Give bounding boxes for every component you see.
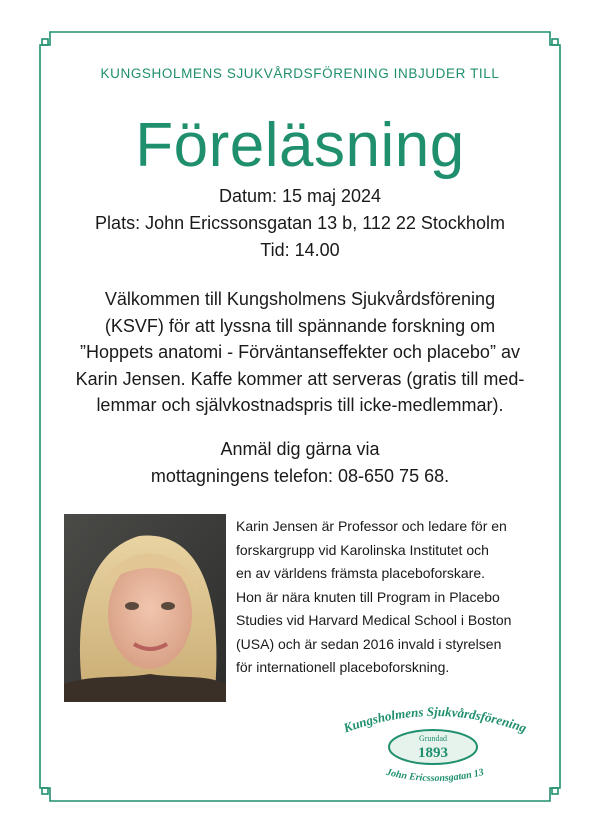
seal-top-text: Kungsholmens Sjukvårdsförening bbox=[341, 703, 529, 736]
intro-line: lemmar och självkostnadspris till icke-medlemmar). bbox=[96, 395, 504, 415]
corner-ornament bbox=[552, 788, 558, 794]
signup-line: Anmäl dig gärna via bbox=[220, 439, 380, 459]
bio-line: Studies vid Harvard Medical School i Boston bbox=[236, 612, 512, 628]
bio-line: Hon är nära knuten till Program in Placebo bbox=[236, 588, 500, 605]
signup-info bbox=[0, 436, 600, 489]
page-title: Föreläsning bbox=[135, 111, 465, 180]
event-place: Plats: John Ericssonsgatan 13 b, 112 22 Stockholm bbox=[95, 213, 505, 233]
bio-line: för internationell placeboforskning. bbox=[236, 659, 450, 675]
corner-ornament bbox=[42, 788, 48, 794]
signup-phone: mottagningens telefon: 08-650 75 68. bbox=[150, 465, 450, 486]
society-seal-logo bbox=[330, 700, 540, 790]
bio-line: forskargrupp vid Karolinska Institutet och bbox=[236, 541, 489, 558]
intro-line: Välkommen till Kungsholmens Sjukvårdsförening bbox=[104, 289, 496, 309]
invitation-header: KUNGSHOLMENS SJUKVÅRDSFÖRENING INBJUDER TILL bbox=[100, 66, 500, 81]
seal-founded: Grundad bbox=[419, 734, 447, 743]
intro-line: Karin Jensen. Kaffe kommer att serveras (gratis till med- bbox=[75, 368, 525, 389]
bio-line: Karin Jensen är Professor och ledare för en bbox=[236, 518, 507, 534]
intro-line: ”Hoppets anatomi - Förväntanseffekter och placebo” av bbox=[80, 342, 520, 362]
event-info bbox=[0, 183, 600, 264]
intro-paragraph bbox=[40, 286, 560, 419]
speaker-bio bbox=[236, 515, 566, 680]
intro-line: (KSVF) för att lyssna till spännande forskning om bbox=[104, 315, 496, 336]
corner-ornament bbox=[552, 39, 558, 45]
event-date: Datum: 15 maj 2024 bbox=[218, 186, 382, 206]
seal-year: 1893 bbox=[418, 745, 448, 761]
event-time: Tid: 14.00 bbox=[260, 240, 340, 260]
corner-ornament bbox=[42, 39, 48, 45]
speaker-portrait bbox=[64, 514, 226, 702]
bio-line: en av världens främsta placeboforskare. bbox=[236, 565, 486, 581]
seal-bottom-text: John Ericssonsgatan 13 bbox=[385, 766, 485, 785]
bio-line: (USA) och är sedan 2016 invald i styrelsen bbox=[236, 635, 502, 652]
svg-text:John Ericssonsgatan 13 bbox=[384, 767, 485, 784]
